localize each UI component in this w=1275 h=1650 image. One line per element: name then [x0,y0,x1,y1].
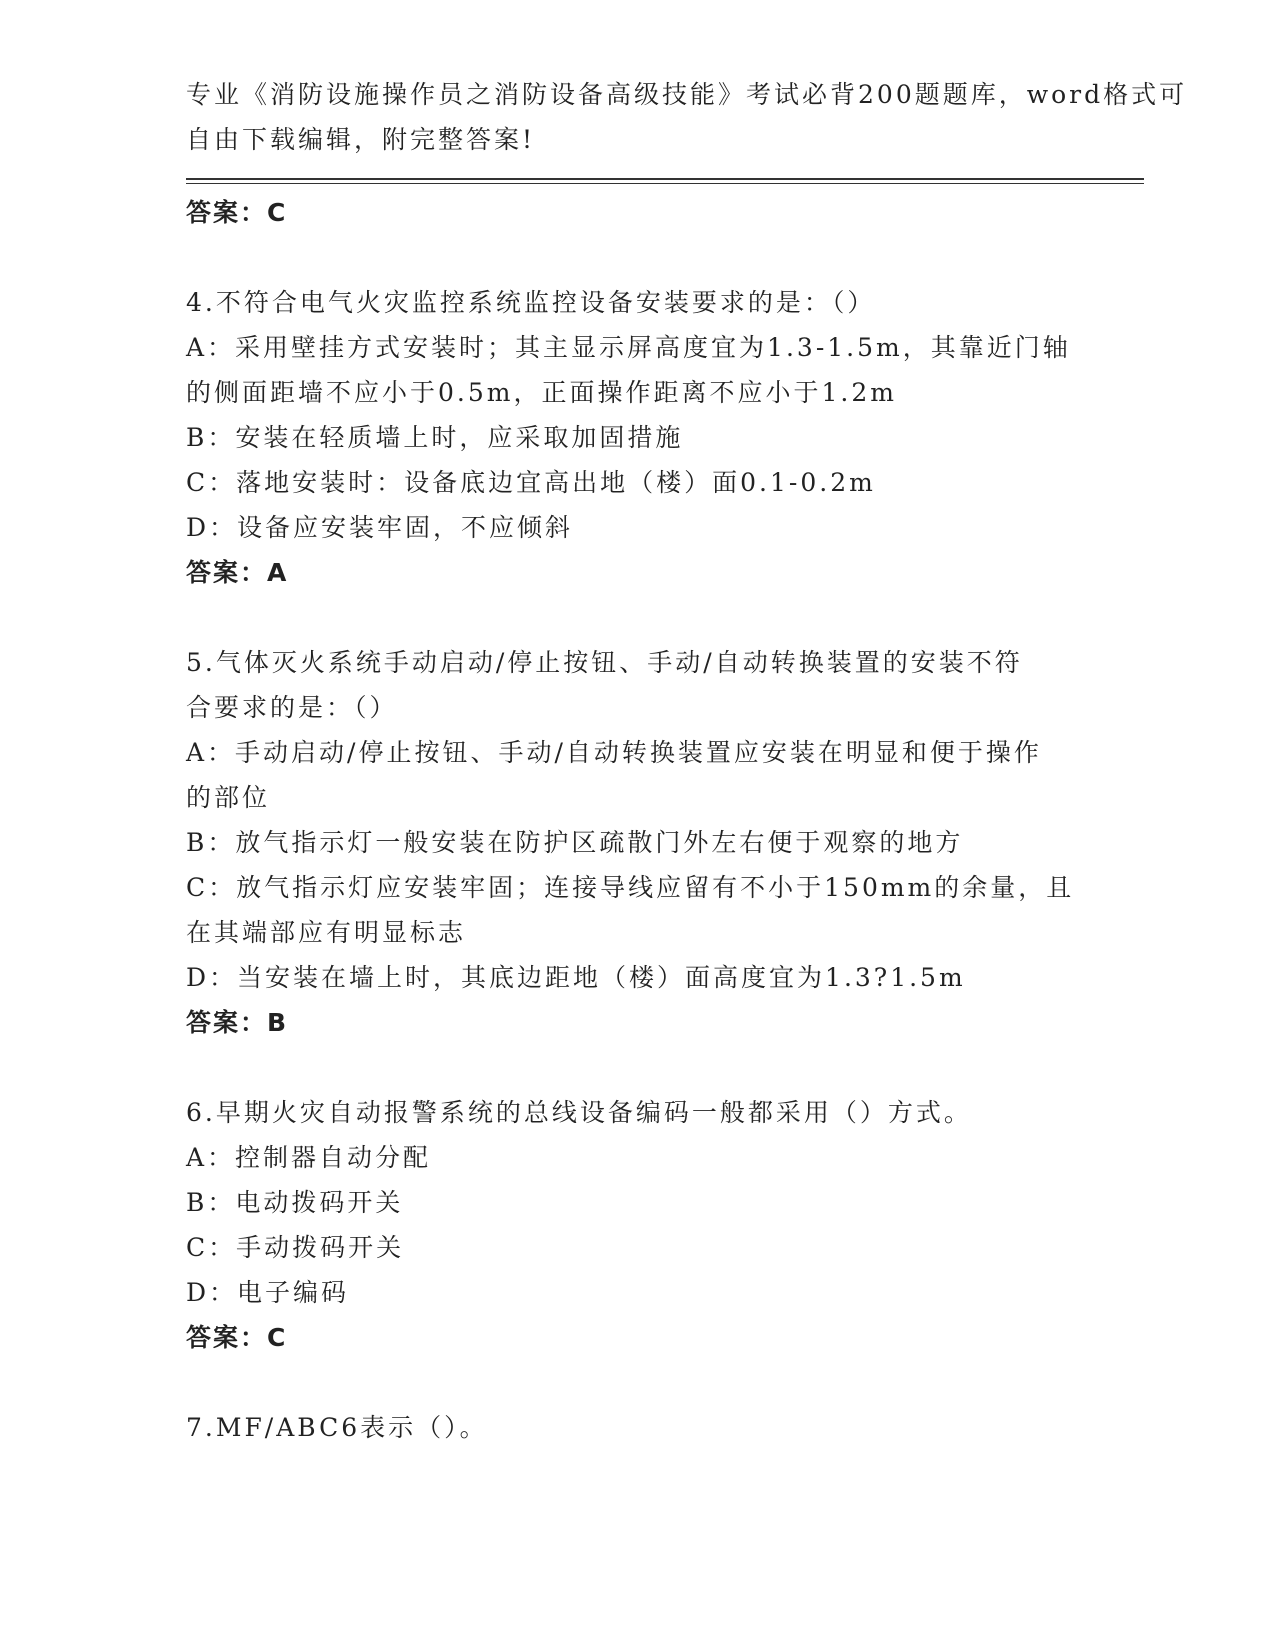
header-divider-thick [186,178,1144,180]
option-c: C：放气指示灯应安装牢固；连接导线应留有不小于150mm的余量，且 [186,873,1075,902]
header-line-2: 自由下载编辑，附完整答案! [186,125,536,154]
option-a: A：手动启动/停止按钮、手动/自动转换装置应安装在明显和便于操作 [186,738,1042,767]
header-line-1: 专业《消防设施操作员之消防设备高级技能》考试必背200题题库，word格式可 [186,80,1188,109]
question-text: 4.不符合电气火灾监控系统监控设备安装要求的是：（） [186,288,876,317]
question-7 [186,1405,1086,1450]
option-a-cont: 的侧面距墙不应小于0.5m，正面操作距离不应小于1.2m [186,378,897,407]
option-a-cont: 的部位 [186,783,271,812]
option-a: A：采用壁挂方式安装时；其主显示屏高度宜为1.3-1.5m，其靠近门轴 [186,333,1071,362]
option-c-cont: 在其端部应有明显标志 [186,918,467,947]
option-d: D：设备应安装牢固，不应倾斜 [186,513,574,542]
option-d: D：电子编码 [186,1278,350,1307]
document-header [186,72,1188,162]
answer: 答案：B [186,1008,289,1037]
answer: 答案：C [186,1323,288,1352]
question-6 [186,1090,1086,1360]
question-text: 5.气体灭火系统手动启动/停止按钮、手动/自动转换装置的安装不符 [186,648,1023,677]
question-list [186,190,1086,1450]
option-b: B：放气指示灯一般安装在防护区疏散门外左右便于观察的地方 [186,828,964,857]
previous-answer: 答案：C [186,198,288,227]
header-divider-thin [186,183,1144,184]
question-4 [186,280,1086,595]
question-text: 7.MF/ABC6表示（）。 [186,1413,488,1442]
option-c: C：落地安装时：设备底边宜高出地（楼）面0.1-0.2m [186,468,876,497]
question-5 [186,640,1086,1045]
answer: 答案：A [186,558,289,587]
question-text: 6.早期火灾自动报警系统的总线设备编码一般都采用（）方式。 [186,1098,972,1127]
option-c: C：手动拨码开关 [186,1233,405,1262]
option-d: D：当安装在墙上时，其底边距地（楼）面高度宜为1.3?1.5m [186,963,966,992]
option-b: B：安装在轻质墙上时，应采取加固措施 [186,423,684,452]
option-a: A：控制器自动分配 [186,1143,432,1172]
question-text-cont: 合要求的是：（） [186,693,398,722]
option-b: B：电动拨码开关 [186,1188,404,1217]
